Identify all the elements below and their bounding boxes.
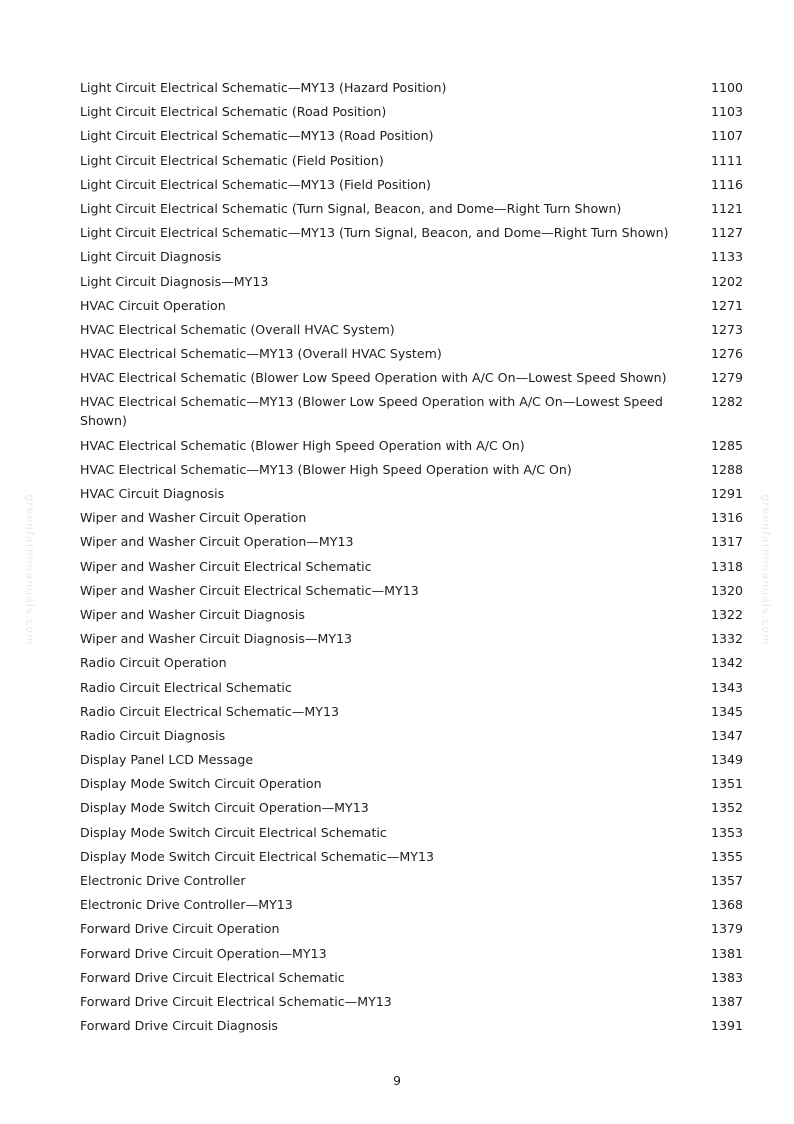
toc-entry-page: 1353 <box>710 824 743 840</box>
toc-entry[interactable] <box>80 508 743 527</box>
toc-entry[interactable] <box>80 557 743 576</box>
toc-entry-page: 1273 <box>710 321 743 337</box>
toc-entry-page: 1133 <box>710 249 743 265</box>
toc-entry-title: Electronic Drive Controller <box>80 873 246 888</box>
toc-entry-page: 1383 <box>710 969 743 985</box>
toc-entry-page: 1355 <box>710 848 743 864</box>
toc-entry-title: HVAC Electrical Schematic (Overall HVAC System) <box>80 321 395 337</box>
toc-entry[interactable] <box>80 581 743 600</box>
toc-entry[interactable] <box>80 436 743 455</box>
toc-entry[interactable] <box>80 247 743 266</box>
toc-entry-page: 1317 <box>710 534 743 550</box>
table-of-contents <box>80 78 743 1040</box>
toc-entry-title: Light Circuit Diagnosis—MY13 <box>80 273 269 289</box>
toc-entry-page: 1111 <box>710 152 743 168</box>
toc-entry-page: 1381 <box>710 945 743 961</box>
toc-entry[interactable] <box>80 702 743 721</box>
toc-entry-page: 1379 <box>710 921 743 937</box>
toc-entry-title: Wiper and Washer Circuit Operation—MY13 <box>80 534 354 550</box>
toc-entry[interactable] <box>80 678 743 697</box>
toc-entry[interactable] <box>80 460 743 479</box>
toc-entry-title: Display Mode Switch Circuit Electrical Schematic—MY13 <box>80 848 434 864</box>
toc-entry[interactable] <box>80 1016 743 1035</box>
toc-entry-page: 1342 <box>710 655 743 671</box>
toc-entry-title: Wiper and Washer Circuit Diagnosis—MY13 <box>80 631 353 647</box>
toc-entry-page: 1343 <box>710 679 743 695</box>
toc-entry-page: 1107 <box>710 128 743 144</box>
toc-entry-page: 1282 <box>710 394 743 410</box>
toc-entry[interactable] <box>80 320 743 339</box>
toc-entry-title: HVAC Circuit Diagnosis <box>80 486 225 501</box>
toc-entry-page: 1279 <box>710 370 743 386</box>
toc-entry-page: 1349 <box>710 752 743 768</box>
toc-entry-title: Light Circuit Electrical Schematic—MY13 (Road Position) <box>80 128 434 144</box>
watermark-left: greenfarmmanuals.com <box>23 494 37 646</box>
toc-entry-title: Forward Drive Circuit Diagnosis <box>80 1018 278 1034</box>
toc-entry-page: 1318 <box>710 558 743 574</box>
toc-entry-page: 1368 <box>710 897 743 913</box>
toc-entry-title: HVAC Electrical Schematic—MY13 (Overall HVAC System) <box>80 346 442 362</box>
toc-entry-title: Display Mode Switch Circuit Operation—MY13 <box>80 800 369 816</box>
toc-entry-page: 1116 <box>710 176 743 192</box>
toc-entry-title: HVAC Electrical Schematic (Blower High Speed Operation with A/C On) <box>80 437 525 453</box>
toc-entry-page: 1127 <box>710 225 743 241</box>
toc-entry-page: 1103 <box>710 104 743 120</box>
toc-entry-page: 1316 <box>710 510 743 526</box>
toc-entry-page: 1357 <box>710 873 743 888</box>
toc-entry[interactable] <box>80 968 743 987</box>
toc-entry-title: Forward Drive Circuit Operation <box>80 921 280 937</box>
toc-entry-title: Wiper and Washer Circuit Electrical Schematic <box>80 558 372 574</box>
toc-entry[interactable] <box>80 126 743 145</box>
toc-entry-page: 1352 <box>710 800 743 816</box>
toc-entry-title: Forward Drive Circuit Electrical Schematic <box>80 969 345 985</box>
toc-entry-page: 1202 <box>710 273 743 289</box>
toc-entry[interactable] <box>80 871 743 890</box>
toc-entry-title: Light Circuit Electrical Schematic—MY13 (Turn Signal, Beacon, and Dome—Right Turn Shown) <box>80 225 669 241</box>
toc-entry-title: Light Circuit Electrical Schematic (Turn Signal, Beacon, and Dome—Right Turn Shown) <box>80 200 622 216</box>
toc-entry-title: Display Panel LCD Message <box>80 752 254 768</box>
toc-entry[interactable] <box>80 726 743 745</box>
toc-entry[interactable] <box>80 798 743 817</box>
toc-entry-title: Electronic Drive Controller—MY13 <box>80 897 293 913</box>
toc-entry-title: Light Circuit Electrical Schematic—MY13 (Field Position) <box>80 176 431 192</box>
toc-entry[interactable] <box>80 653 743 672</box>
toc-entry-page: 1347 <box>710 727 743 743</box>
toc-entry[interactable] <box>80 392 743 430</box>
toc-entry-title: Radio Circuit Diagnosis <box>80 727 226 743</box>
toc-entry-title: Light Circuit Electrical Schematic (Field Position) <box>80 152 384 168</box>
toc-entry-page: 1285 <box>710 437 743 453</box>
toc-entry[interactable] <box>80 992 743 1011</box>
toc-entry-title: Radio Circuit Electrical Schematic <box>80 679 292 695</box>
toc-entry-title: Forward Drive Circuit Electrical Schematic—MY13 <box>80 993 392 1009</box>
toc-entry[interactable] <box>80 223 743 242</box>
page-number: 9 <box>392 1073 401 1088</box>
toc-entry-title: HVAC Electrical Schematic—MY13 (Blower Low Speed Operation with A/C On—Lowest Speed Shown) <box>80 394 663 429</box>
toc-entry[interactable] <box>80 750 743 769</box>
toc-entry-title: Wiper and Washer Circuit Electrical Schematic—MY13 <box>80 582 419 598</box>
toc-entry[interactable] <box>80 944 743 963</box>
toc-entry-title: HVAC Circuit Operation <box>80 297 226 313</box>
toc-entry-title: Wiper and Washer Circuit Operation <box>80 510 307 526</box>
toc-entry[interactable] <box>80 484 743 503</box>
toc-entry[interactable] <box>80 629 743 648</box>
toc-entry[interactable] <box>80 151 743 170</box>
toc-entry-page: 1345 <box>710 703 743 719</box>
toc-entry-title: Display Mode Switch Circuit Operation <box>80 776 322 792</box>
toc-entry[interactable] <box>80 175 743 194</box>
toc-entry-title: Display Mode Switch Circuit Electrical Schematic <box>80 824 387 840</box>
toc-entry-title: HVAC Electrical Schematic—MY13 (Blower High Speed Operation with A/C On) <box>80 461 572 477</box>
toc-entry-page: 1332 <box>710 631 743 647</box>
toc-entry-page: 1322 <box>710 606 743 622</box>
toc-entry[interactable] <box>80 368 743 387</box>
toc-entry-title: Light Circuit Diagnosis <box>80 249 222 265</box>
toc-entry[interactable] <box>80 344 743 363</box>
toc-entry-page: 1288 <box>710 461 743 477</box>
toc-entry-title: Radio Circuit Electrical Schematic—MY13 <box>80 703 339 719</box>
toc-entry[interactable] <box>80 919 743 938</box>
toc-entry-page: 1391 <box>710 1018 743 1034</box>
toc-entry[interactable] <box>80 823 743 842</box>
toc-entry[interactable] <box>80 532 743 551</box>
toc-entry-page: 1271 <box>710 297 743 313</box>
toc-entry[interactable] <box>80 78 743 97</box>
toc-entry-title: Light Circuit Electrical Schematic (Road Position) <box>80 104 387 120</box>
toc-entry-page: 1121 <box>710 200 743 216</box>
watermark-right: greenfarmmanuals.com <box>759 494 773 646</box>
toc-entry-title: Forward Drive Circuit Operation—MY13 <box>80 945 327 961</box>
toc-entry[interactable] <box>80 605 743 624</box>
toc-entry-page: 1351 <box>710 776 743 792</box>
toc-entry[interactable] <box>80 895 743 914</box>
toc-entry-page: 1320 <box>710 582 743 598</box>
toc-entry[interactable] <box>80 847 743 866</box>
toc-entry[interactable] <box>80 199 743 218</box>
toc-entry-page: 1100 <box>710 80 743 95</box>
toc-entry[interactable] <box>80 774 743 793</box>
toc-entry[interactable] <box>80 102 743 121</box>
toc-entry-title: Wiper and Washer Circuit Diagnosis <box>80 606 305 622</box>
toc-entry-title: HVAC Electrical Schematic (Blower Low Speed Operation with A/C On—Lowest Speed Shown) <box>80 370 667 386</box>
toc-entry-page: 1276 <box>710 346 743 362</box>
toc-entry-page: 1291 <box>710 486 743 501</box>
toc-entry-page: 1387 <box>710 993 743 1009</box>
toc-entry[interactable] <box>80 296 743 315</box>
toc-entry-title: Light Circuit Electrical Schematic—MY13 (Hazard Position) <box>80 80 447 95</box>
toc-entry[interactable] <box>80 272 743 291</box>
toc-entry-title: Radio Circuit Operation <box>80 655 227 671</box>
